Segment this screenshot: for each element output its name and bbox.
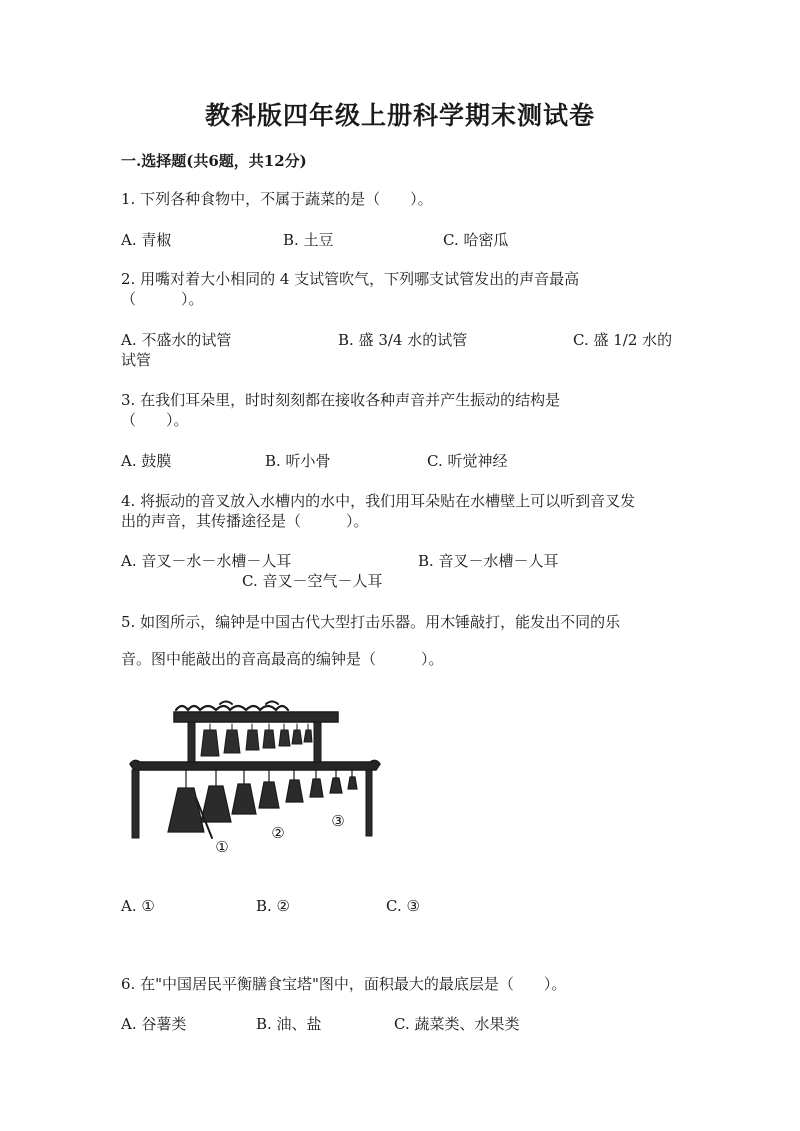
question-6-option-a: A. 谷薯类 (121, 1015, 187, 1033)
question-1-option-c: C. 哈密瓜 (443, 231, 509, 249)
question-5-option-b: B. ② (256, 897, 291, 915)
question-2-option-a: A. 不盛水的试管 (121, 331, 232, 349)
question-5-option-a: A. ① (121, 897, 155, 915)
question-2-stem-line-1: 2. 用嘴对着大小相同的 4 支试管吹气，下列哪支试管发出的声音最高 (121, 270, 580, 288)
question-3-option-c: C. 听觉神经 (427, 452, 508, 470)
figure-label-1: ① (215, 838, 229, 856)
question-6-stem: 6. 在"中国居民平衡膳食宝塔"图中，面积最大的最底层是（ ）。 (121, 975, 567, 993)
figure-label-2: ② (271, 824, 285, 842)
question-4-stem-line-2: 出的声音，其传播途径是（ ）。 (121, 512, 369, 530)
page-title: 教科版四年级上册科学期末测试卷 (204, 101, 595, 130)
question-1-stem: 1. 下列各种食物中，不属于蔬菜的是（ ）。 (121, 190, 433, 208)
question-2-stem-line-2: （ ）。 (121, 290, 204, 308)
question-4-option-b: B. 音叉－水槽－人耳 (418, 552, 559, 570)
bianzhong-figure (126, 698, 382, 860)
question-4-option-a: A. 音叉－水－水槽－人耳 (121, 552, 292, 570)
question-6-option-c: C. 蔬菜类、水果类 (394, 1015, 520, 1033)
question-2-option-c: C. 盛 1/2 水的 (573, 331, 673, 349)
question-5-stem-line-1: 5. 如图所示，编钟是中国古代大型打击乐器。用木锤敲打，能发出不同的乐 (121, 613, 621, 631)
question-5-option-c: C. ③ (386, 897, 420, 915)
question-2-option-c-continued: 试管 (121, 351, 152, 369)
question-1-option-b: B. 土豆 (283, 231, 334, 249)
question-3-option-a: A. 鼓膜 (121, 452, 172, 470)
question-1-option-a: A. 青椒 (121, 231, 172, 249)
question-2-option-b: B. 盛 3/4 水的试管 (338, 331, 468, 349)
question-6-option-b: B. 油、盐 (256, 1015, 322, 1033)
question-3-stem-line-1: 3. 在我们耳朵里，时时刻刻都在接收各种声音并产生振动的结构是 (121, 391, 561, 409)
question-5-stem-line-2: 音。图中能敲出的音高最高的编钟是（ ）。 (121, 650, 444, 668)
question-4-stem-line-1: 4. 将振动的音叉放入水槽内的水中，我们用耳朵贴在水槽壁上可以听到音叉发 (121, 492, 636, 510)
figure-label-3: ③ (331, 812, 345, 830)
question-3-option-b: B. 听小骨 (265, 452, 331, 470)
question-4-option-c: C. 音叉－空气－人耳 (242, 572, 383, 590)
question-3-stem-line-2: （ ）。 (121, 411, 189, 429)
section-heading: 一.选择题(共6题，共12分) (121, 152, 307, 170)
